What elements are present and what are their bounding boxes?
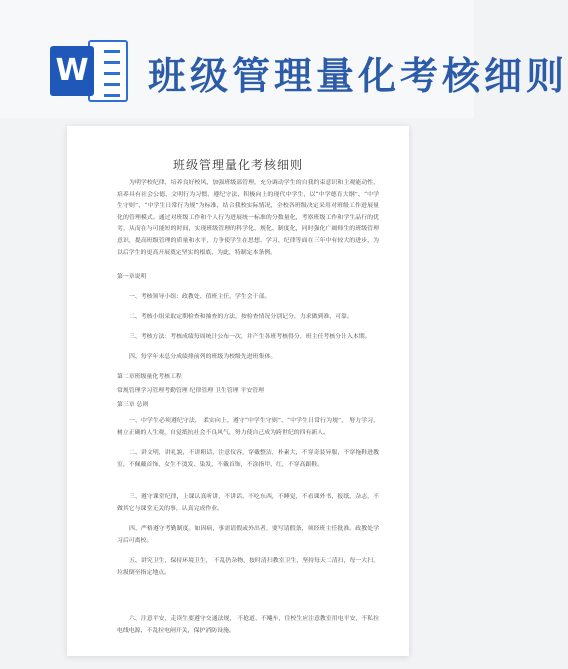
banner-title: 班级管理量化考核细则 <box>148 54 568 98</box>
rule-paragraph: 一、中学生必须遵纪守法， 柔实向上，遵守“中学生守则”、“中学生日常行为规”， 努力学习，树立正确的人生观，自觉抵抗社会不良风气，努力使自己成为跨世纪的四有新人。 <box>117 418 379 436</box>
rule-paragraph: 六、注意平安，走读生要遵守交通法规， 不抢道、不飚车，住校生应注意教室用电平安，不私拉电线电源，不乱拉电闸开关，保护消防设施。 <box>117 616 379 634</box>
list-item: 四、每学年末总分成绩排前列的班级为校级先进班集体。 <box>129 354 277 360</box>
document-page <box>67 126 409 656</box>
document-lines-icon <box>88 40 128 102</box>
list-item: 一、考核领导小组：政教处、值班主任、学生会干部。 <box>129 294 271 300</box>
rule-paragraph: 五、讲究卫生，保持环境卫生， 不乱扔杂物，按时清扫教室卫生，坚持每天二清扫，每一大扫，垃圾倒至指定地点。 <box>117 558 379 576</box>
rule-paragraph: 四、严格遵守考勤制度。如因病，事需请假或外出者，要写请假条，须经班主任批准。政教处学习后可离校。 <box>117 526 379 544</box>
chapter-3-heading: 第三章 总则 <box>117 402 149 408</box>
list-item: 三、考核方法：考核成绩每周统计公布一次，并产生各班考核得分，班主任考核分计入本期。 <box>129 334 371 340</box>
list-item: 二、考核小组采取定期检查和抽查的方法，按检查情况分别记分，力求做到准、可靠。 <box>129 314 353 320</box>
word-badge: W <box>50 46 94 96</box>
chapter-2-items: 常规管理学习管理考勤管理 纪律管理 卫生管理 平安管理 <box>117 388 264 394</box>
word-document-icon <box>50 40 130 102</box>
chapter-1-heading: 第一章说明 <box>117 274 147 280</box>
rule-paragraph: 三、遵守课堂纪律，上课认真听讲，不讲话、不吃东西，不睡觉，不看课外书、报纸、杂志，不做其它与课堂无关的事，认真完成作业。 <box>117 494 379 512</box>
header-banner <box>0 0 568 118</box>
chapter-2-heading: 第二章班级量化考核工程 <box>117 374 182 380</box>
document-title: 班级管理量化考核细则 <box>172 158 303 172</box>
intro-paragraph: 为明学校纪律，培养良好校风，加强班级部管理，充分调动学生的自我约束意识和主观能动性，培养具有社会公德、文明行为习惯、遵纪守法、积极向上的现代中学生，以“中学德育大纲”、“中学生守则”、“中学生日常行为规”为标准，结合我校实际情况，全校各班级决定采用对班级工作进展量化的管理模式。通过对班级工作和个人行为进展统一标准的分数量化，考察班级工作和学生品行的优劣，从而在与可能短的时间，实现班级管理的科学化、规化、制度化，同时强化广阔师生的班级管理意识，提高班级管理的质量和水平，力争使学生在思想、学习、纪律等面在三年中有较大的进步，为以后学生的更高开展奠定坚实的根底，为此，特制定本条例。 <box>117 180 379 256</box>
rule-paragraph: 二、讲文明，讲礼貌，不讲粗话，注意仪容，穿戴整洁，朴素大，不穿奇装异服，不穿拖鞋进教室，不佩戴首饰，女生不烫发、染发，不戴首饰，不涂指甲、红，不穿高跟鞋。 <box>117 450 379 468</box>
